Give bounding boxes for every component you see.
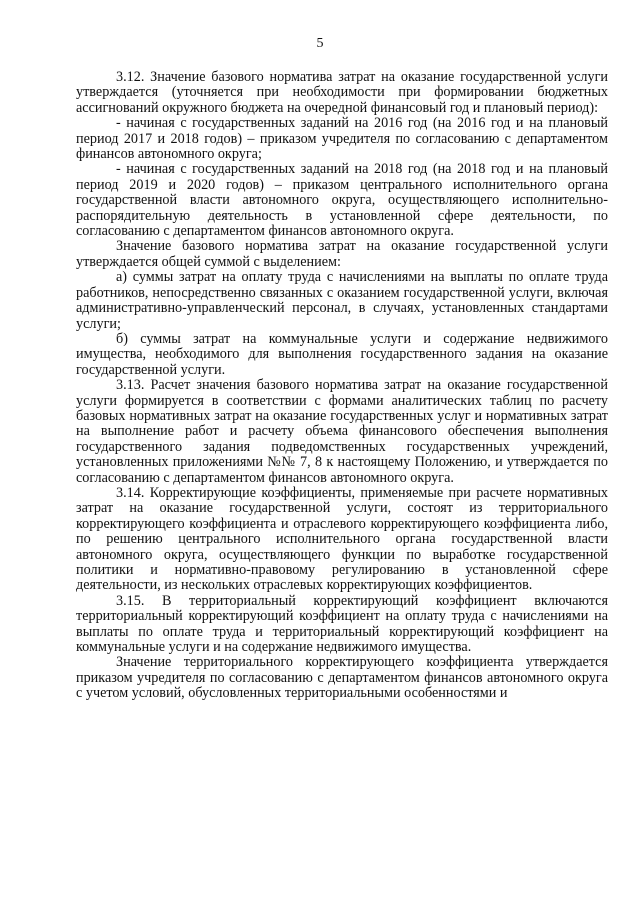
list-item-a: а) суммы затрат на оплату труда с начислениями на выплаты по оплате труда работников, непосредственно связанных с оказанием государственной услуги, включая административно-управленческий персонал, в случаях, установленных стандартами услуги; [76,269,608,332]
paragraph-territorial-coef: Значение территориального корректирующего коэффициента утверждается приказом учредителя по согласованию с департаментом финансов автономного округа с учетом условий, обусловленных территориальными особенностями и [76,654,608,702]
page-number: 5 [316,36,324,51]
document-body [76,70,608,702]
paragraph-3-13: 3.13. Расчет значения базового норматива затрат на оказание государственной услуги формируется в соответствии с формами аналитических таблиц по расчету базовых нормативных затрат на оказание государственных услуг и нормативных затрат на выполнение работ и расчету объема финансового обеспечения выполнения государственного задания подведомственных государственных учреждений, установленных приложениями №№ 7, 8 к настоящему Положению, и утверждается по согласованию с департаментом финансов автономного округа. [76,377,608,486]
list-item-2016: - начиная с государственных заданий на 2016 год (на 2016 год и на плановый период 2017 и 2018 годов) – приказом учредителя по согласованию с департаментом финансов автономного округа; [76,115,608,163]
paragraph-3-15: 3.15. В территориальный корректирующий коэффициент включаются территориальный корректирующий коэффициент на оплату труда с начислениями на выплаты по оплате труда и территориальный корректирующий коэффициент на коммунальные услуги и на содержание недвижимого имущества. [76,592,608,656]
paragraph-base-norm: Значение базового норматива затрат на оказание государственной услуги утверждается общей суммой с выделением: [76,238,608,270]
paragraph-3-14: 3.14. Корректирующие коэффициенты, применяемые при расчете нормативных затрат на оказание государственной услуги, состоят из территориального корректирующего коэффициента и отраслевого корректирующего коэффициента либо, по решению центрального исполнительного органа государственной власти автономного округа, осуществляющего функции по выработке государственной политики и нормативно-правовому регулированию в установленной сфере деятельности, из нескольких отраслевых корректирующих коэффициентов. [76,484,608,594]
list-item-b: б) суммы затрат на коммунальные услуги и содержание недвижимого имущества, необходимого для выполнения государственного задания на оказание государственной услуги. [76,330,608,378]
list-item-2018: - начиная с государственных заданий на 2018 год (на 2018 год и на плановый период 2019 и 2020 годов) – приказом центрального исполнительного органа государственной власти автономного округа, осуществляющего исполнительно-распорядительную деятельность в установленной сфере деятельности, по согласованию с департаментом финансов автономного округа. [76,161,608,240]
paragraph-3-12: 3.12. Значение базового норматива затрат на оказание государственной услуги утверждается (уточняется при необходимости при формировании бюджетных ассигнований окружного бюджета на очередной финансовый год и плановый период): [76,69,608,116]
